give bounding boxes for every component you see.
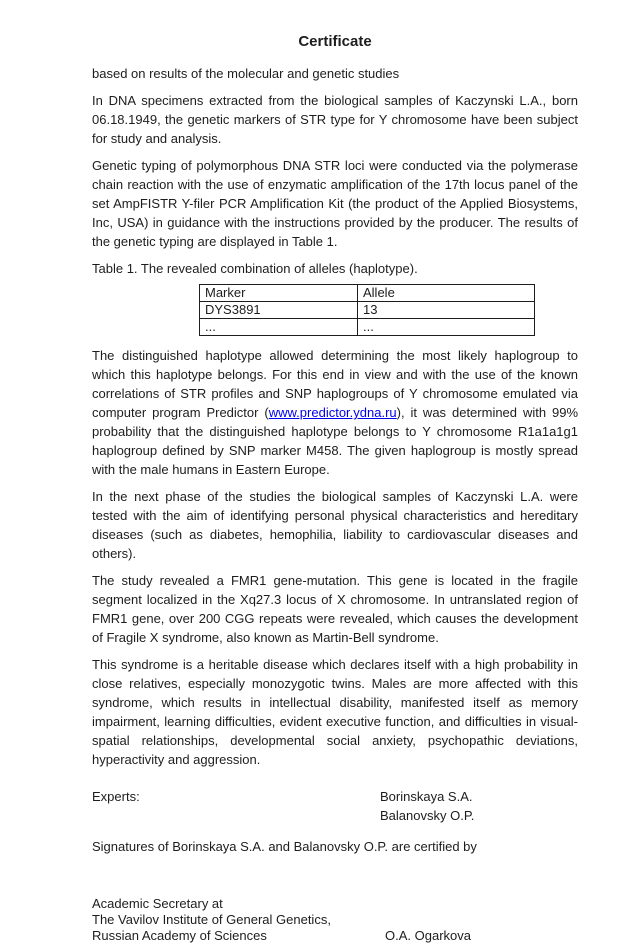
secretary-academy-line: Russian Academy of Sciences <box>92 928 267 943</box>
table-cell-allele: 13 <box>358 302 535 319</box>
table-cell-allele: ... <box>358 319 535 336</box>
table-row <box>200 319 535 336</box>
table-row <box>200 302 535 319</box>
predictor-link[interactable]: www.predictor.ydna.ru <box>268 405 397 420</box>
paragraph-dna-specimens: In DNA specimens extracted from the biological samples of Kaczynski L.A., born 06.18.1949, the genetic markers of STR type for Y chromosome have been subject for study and analysis. <box>92 93 578 146</box>
paragraph-syndrome: This syndrome is a heritable disease which declares itself with a high probability in close relatives, especially monozygotic twins. Males are more affected with this syndrome, which results in intellectual disability, manifested itself as memory impairment, learning difficulties, evident executive function, and difficulties in visual-spatial relationships, developmental social anxiety, psychopathic deviations, hyperactivity and aggression. <box>92 657 578 767</box>
secretary-section <box>92 896 578 944</box>
document-subtitle: based on results of the molecular and genetic studies <box>92 66 400 81</box>
table-cell-marker: DYS3891 <box>200 302 358 319</box>
document-title: Certificate <box>298 33 372 50</box>
paragraph-fmr1-mutation: The study revealed a FMR1 gene-mutation. This gene is located in the fragile segment localized in the Xq27.3 locus of X chromosome. In untranslated region of FMR1 gene, over 200 CGG repeats were revealed, which causes the development of Fragile X syndrome, also known as Martin-Bell syndrome. <box>92 573 578 645</box>
table-header-marker: Marker <box>200 285 358 302</box>
experts-names <box>380 787 474 825</box>
haplogroup-text-before-link: The distinguished haplotype allowed determining the most likely haplogroup to which this haplotype belongs. For this end in view and with the use of the known correlations of STR profiles and SNP haplogroups of Y chromosome emulated via computer program Predictor ( <box>92 348 578 420</box>
expert-name: Borinskaya S.A. <box>380 789 473 804</box>
secretary-org-row <box>92 928 578 944</box>
secretary-institute-line: The Vavilov Institute of General Genetics, <box>92 912 331 927</box>
table-cell-marker: ... <box>200 319 358 336</box>
secretary-title-line: Academic Secretary at <box>92 896 223 911</box>
haplogroup-text-after-link: ), it was determined with 99% probability that the distinguished haplotype belongs to Y chromosome R1a1a1g1 haplogroup defined by SNP marker M458. The given haplogroup is mostly spread with the male humans in Eastern Europe. <box>92 405 579 477</box>
paragraph-next-phase: In the next phase of the studies the biological samples of Kaczynski L.A. were tested with the aim of identifying personal physical characteristics and hereditary diseases (such as diabetes, hemophilia, liability to cardiovascular diseases and others). <box>92 489 578 561</box>
table-header-row <box>200 285 535 302</box>
experts-section <box>92 787 578 825</box>
alleles-table <box>199 284 535 336</box>
table-header-allele: Allele <box>358 285 535 302</box>
expert-name: Balanovsky O.P. <box>380 808 475 823</box>
table-caption: Table 1. The revealed combination of alleles (haplotype). <box>92 261 418 276</box>
secretary-name: O.A. Ogarkova <box>385 928 471 943</box>
signatures-certified-line: Signatures of Borinskaya S.A. and Balanovsky O.P. are certified by <box>92 839 477 854</box>
paragraph-genetic-typing: Genetic typing of polymorphous DNA STR loci were conducted via the polymerase chain reaction with the use of enzymatic amplification of the 17th locus panel of the set AmpFISTR Y-filer PCR Amplification Kit (the product of the Applied Biosystems, Inc, USA) in guidance with the instructions provided by the producer. The results of the genetic typing are displayed in Table 1. <box>92 158 578 249</box>
paragraph-haplogroup <box>92 346 578 479</box>
experts-label: Experts: <box>92 789 140 804</box>
